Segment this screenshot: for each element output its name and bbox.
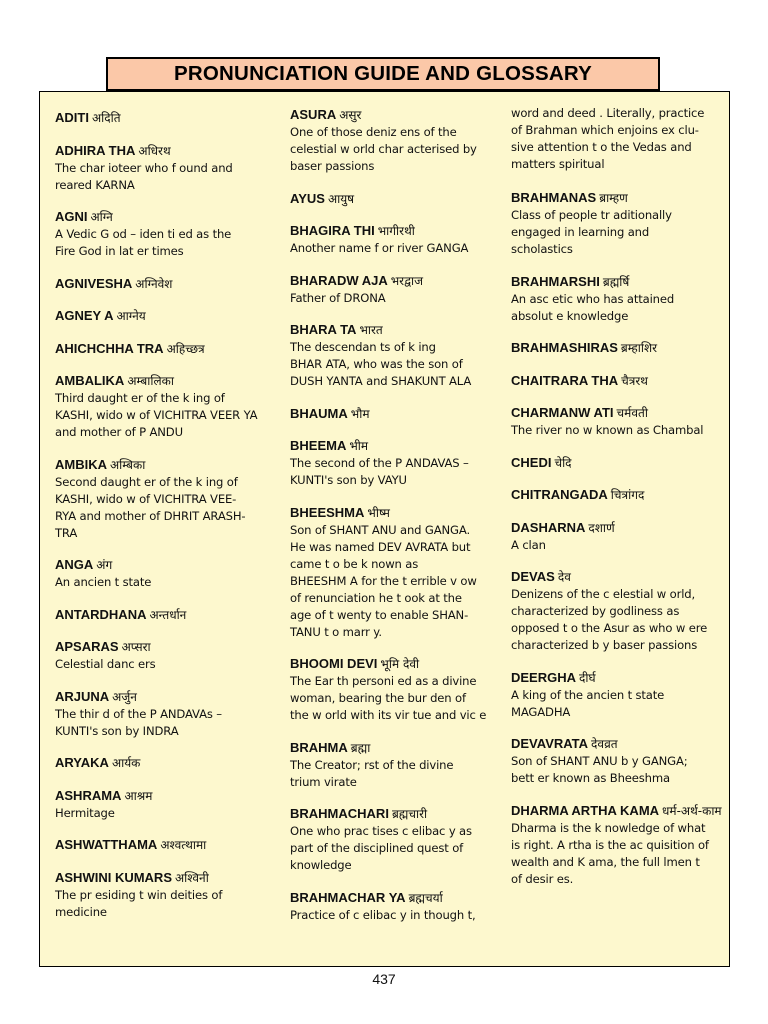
term-devanagari: अम्बिका — [110, 457, 146, 472]
glossary-column-1 — [55, 109, 275, 935]
glossary-entry — [290, 190, 500, 208]
glossary-term — [55, 109, 275, 127]
term-devanagari: भौम — [350, 406, 370, 421]
glossary-entry — [55, 307, 275, 325]
term-latin: DHARMA ARTHA KAMA — [511, 802, 660, 818]
term-latin: BRAHMARSHI — [511, 273, 600, 289]
term-latin: ADITI — [55, 110, 89, 125]
glossary-entry — [511, 404, 723, 439]
glossary-entry — [290, 106, 500, 175]
glossary-term — [290, 190, 500, 208]
glossary-column-3 — [511, 105, 723, 902]
term-latin: ADHIRA THA — [55, 142, 136, 158]
term-devanagari: भागीरथी — [377, 224, 415, 238]
title-box — [106, 57, 660, 91]
term-latin: BRAHMACHAR YA — [290, 889, 406, 905]
glossary-term — [511, 339, 723, 357]
glossary-entry — [511, 735, 723, 787]
glossary-definition: An asc etic who has attained absolut e knowledge — [511, 291, 675, 323]
term-devanagari: ब्रह्मचर्या — [408, 890, 443, 905]
glossary-definition: A Vedic G od – iden ti ed as the Fire God in lat er times — [55, 227, 232, 258]
glossary-term — [511, 273, 723, 291]
glossary-entry — [511, 669, 723, 721]
glossary-term — [55, 638, 275, 656]
glossary-entry — [511, 519, 723, 554]
glossary-definition: Class of people tr aditionally engaged in learning and scholastics — [511, 208, 672, 256]
glossary-term — [55, 869, 275, 887]
term-latin: AGNI — [55, 209, 88, 224]
term-devanagari: देवव्रत — [591, 737, 618, 751]
glossary-definition: The descendan ts of k ing BHAR ATA, who was the son of DUSH YANTA and SHAKUNT ALA — [290, 340, 472, 388]
glossary-term — [511, 802, 723, 820]
term-latin: APSARAS — [55, 639, 119, 654]
glossary-definition: The Creator; rst of the divine trium virate — [290, 757, 454, 789]
term-devanagari: अधिरथ — [138, 143, 171, 158]
term-latin: BHARA TA — [290, 322, 357, 337]
glossary-entry — [511, 486, 723, 504]
term-devanagari: आर्यक — [111, 756, 141, 770]
glossary-term — [290, 504, 500, 522]
term-devanagari: भूमि देवी — [380, 657, 420, 671]
term-latin: ASURA — [290, 107, 337, 122]
glossary-term — [290, 272, 500, 290]
term-devanagari: अश्विनी — [175, 870, 209, 885]
term-devanagari: अग्निवेश — [135, 276, 173, 291]
glossary-entry — [55, 836, 275, 854]
term-latin: CHARMANW ATI — [511, 405, 614, 420]
term-devanagari: अर्जुन — [112, 689, 137, 704]
term-devanagari: दीर्घ — [579, 670, 596, 685]
glossary-term — [290, 321, 500, 339]
glossary-term — [290, 106, 500, 124]
glossary-term — [511, 486, 723, 504]
glossary-entry — [55, 340, 275, 358]
glossary-definition: An ancien t state — [55, 575, 152, 589]
glossary-entry — [55, 869, 275, 921]
glossary-entry — [290, 655, 500, 724]
glossary-term — [511, 454, 723, 472]
term-latin: AYUS — [290, 190, 325, 206]
term-devanagari: चित्रांगद — [610, 488, 645, 502]
glossary-entry — [55, 275, 275, 293]
glossary-definition: Denizens of the c elestial w orld, characterized by godliness as opposed t o the Asur as who w ere characterized b y baser passions — [511, 587, 708, 652]
glossary-entry — [55, 638, 275, 673]
glossary-term — [290, 805, 500, 823]
term-devanagari: असुर — [339, 108, 362, 122]
glossary-term — [55, 208, 275, 226]
term-latin: BHOOMI DEVI — [290, 656, 378, 671]
glossary-term — [55, 340, 275, 358]
glossary-term — [55, 456, 275, 474]
term-devanagari: अन्तर्धान — [149, 607, 187, 622]
term-latin: BRAHMANAS — [511, 190, 597, 205]
term-latin: ASHWINI KUMARS — [55, 869, 172, 885]
glossary-definition: Second daught er of the k ing of KASHI, wido w of VICHITRA VEE- RYA and mother of DHRIT ARASH- TRA — [55, 474, 246, 540]
term-latin: BRAHMA — [290, 739, 348, 755]
glossary-term — [511, 669, 723, 687]
term-devanagari: अग्नि — [90, 210, 113, 224]
term-latin: AHICHCHHA TRA — [55, 340, 164, 356]
glossary-definition: A clan — [511, 537, 546, 552]
glossary-entry — [290, 321, 500, 390]
glossary-entry — [55, 372, 275, 441]
glossary-definition: The river no w known as Chambal — [511, 423, 704, 437]
glossary-term — [511, 519, 723, 537]
page-number: 437 — [372, 971, 396, 987]
glossary-definition: The thir d of the P ANDAVAs – KUNTI's son by INDRA — [55, 706, 222, 738]
glossary-definition: Dharma is the k nowledge of what is right. A rtha is the ac quisition of wealth and K ama, the full lmen t of desir es. — [511, 820, 709, 886]
term-devanagari: ब्रह्मर्षि — [602, 274, 630, 289]
term-latin: BHARADW AJA — [290, 272, 388, 288]
term-latin: BHAUMA — [290, 405, 348, 421]
term-latin: BHEESHMA — [290, 504, 365, 520]
glossary-entry — [55, 556, 275, 591]
term-latin: AMBIKA — [55, 456, 107, 472]
glossary-entry — [55, 109, 275, 127]
term-latin: DEERGHA — [511, 669, 577, 685]
glossary-term — [55, 275, 275, 293]
term-latin: CHITRANGADA — [511, 487, 608, 502]
glossary-definition: Another name f or river GANGA — [290, 241, 469, 255]
term-devanagari: चर्मवती — [616, 406, 648, 420]
glossary-entry — [290, 805, 500, 874]
glossary-definition: Father of DRONA — [290, 290, 386, 305]
glossary-entry — [55, 606, 275, 624]
glossary-definition: The pr esiding t win deities of medicine — [55, 887, 223, 919]
glossary-entry — [290, 405, 500, 423]
term-devanagari: आग्नेय — [116, 309, 146, 323]
term-latin: BHEEMA — [290, 438, 347, 453]
glossary-definition: The Ear th personi ed as a divine woman, bearing the bur den of the w orld with its vir tue and vic e — [290, 674, 487, 722]
glossary-panel — [39, 91, 730, 967]
term-devanagari: भीष्म — [367, 505, 390, 520]
glossary-definition: One of those deniz ens of the celestial w orld char acterised by baser passions — [290, 125, 477, 173]
term-devanagari: अम्बालिका — [127, 374, 174, 388]
term-latin: BHAGIRA THI — [290, 223, 375, 238]
term-devanagari: आयुष — [327, 191, 355, 206]
term-devanagari: अश्वत्थामा — [160, 838, 207, 852]
glossary-entry — [55, 456, 275, 542]
term-latin: AGNEY A — [55, 308, 114, 323]
glossary-term — [511, 568, 723, 586]
term-devanagari: धर्म-अर्थ-काम — [662, 803, 722, 818]
glossary-term — [511, 372, 723, 390]
glossary-entry — [511, 454, 723, 472]
glossary-entry — [55, 142, 275, 194]
term-devanagari: ब्राम्हण — [599, 191, 628, 205]
glossary-definition: The char ioteer who f ound and reared KARNA — [55, 160, 233, 192]
term-latin: ASHRAMA — [55, 787, 122, 803]
glossary-term — [55, 556, 275, 574]
glossary-term — [55, 142, 275, 160]
term-devanagari: आश्रम — [124, 788, 153, 803]
glossary-term — [511, 404, 723, 422]
term-devanagari: भरद्वाज — [390, 273, 424, 288]
term-latin: CHAITRARA THA — [511, 372, 619, 388]
term-latin: DEVAS — [511, 569, 555, 584]
glossary-term — [290, 739, 500, 757]
glossary-entry — [290, 272, 500, 307]
term-devanagari: अंग — [96, 558, 113, 572]
glossary-term — [511, 189, 723, 207]
glossary-entry — [511, 568, 723, 654]
glossary-term — [511, 735, 723, 753]
glossary-term — [290, 437, 500, 455]
glossary-entry — [511, 802, 723, 888]
glossary-definition: Son of SHANT ANU b y GANGA; bett er known as Bheeshma — [511, 754, 688, 785]
term-devanagari: ब्रह्मचारी — [391, 807, 428, 821]
term-latin: BRAHMASHIRAS — [511, 340, 618, 355]
glossary-definition: Practice of c elibac y in though t, — [290, 907, 476, 922]
glossary-definition: A king of the ancien t state MAGADHA — [511, 687, 665, 719]
glossary-entry — [290, 222, 500, 257]
glossary-entry — [55, 208, 275, 260]
term-devanagari: चैत्ररथ — [621, 373, 648, 388]
glossary-term — [55, 372, 275, 390]
glossary-definition: The second of the P ANDAVAS – KUNTI's son by VAYU — [290, 456, 469, 487]
glossary-entry — [511, 273, 723, 325]
glossary-term — [290, 405, 500, 423]
term-latin: ARJUNA — [55, 688, 110, 704]
term-devanagari: दशार्ण — [588, 520, 615, 535]
term-devanagari: अहिच्छत्र — [166, 341, 205, 356]
glossary-term — [55, 836, 275, 854]
glossary-entry — [55, 754, 275, 772]
glossary-entry — [55, 688, 275, 740]
glossary-definition: Son of SHANT ANU and GANGA. He was named DEV AVRATA but came t o be k nown as BHEESHM A for the t errible v ow of renunciation he t ook at the age of t wenty to enable SHAN- TANU t o marr y. — [290, 522, 477, 639]
glossary-definition: Hermitage — [55, 805, 115, 820]
glossary-term — [55, 787, 275, 805]
term-latin: CHEDI — [511, 454, 552, 470]
glossary-entry — [290, 437, 500, 489]
term-latin: DASHARNA — [511, 519, 586, 535]
glossary-term — [55, 307, 275, 325]
term-devanagari: अप्सरा — [121, 640, 151, 654]
term-devanagari: चेदि — [554, 455, 572, 470]
term-latin: ASHWATTHAMA — [55, 837, 158, 852]
glossary-entry — [290, 889, 500, 924]
glossary-entry — [511, 339, 723, 357]
glossary-term — [55, 754, 275, 772]
glossary-entry — [55, 787, 275, 822]
glossary-term — [290, 222, 500, 240]
term-latin: AMBALIKA — [55, 373, 125, 388]
glossary-definition: Celestial danc ers — [55, 657, 156, 671]
glossary-term — [55, 688, 275, 706]
glossary-definition: Third daught er of the k ing of KASHI, wido w of VICHITRA VEER YA and mother of P ANDU — [55, 391, 258, 439]
term-latin: DEVAVRATA — [511, 736, 589, 751]
term-devanagari: देव — [557, 570, 571, 584]
term-devanagari: भीम — [349, 439, 369, 453]
continued-definition: word and deed . Literally, practice of Brahman which enjoins ex clu- sive attention t o the Vedas and matters spiritual — [511, 106, 705, 171]
glossary-entry — [511, 372, 723, 390]
term-latin: ANGA — [55, 557, 94, 572]
glossary-term — [55, 606, 275, 624]
term-devanagari: ब्रह्मा — [350, 740, 371, 755]
glossary-entry — [511, 189, 723, 258]
term-latin: ARYAKA — [55, 755, 109, 770]
glossary-column-2 — [290, 106, 500, 938]
term-latin: AGNIVESHA — [55, 275, 133, 291]
glossary-entry — [290, 739, 500, 791]
glossary-entry — [290, 504, 500, 641]
page-title: PRONUNCIATION GUIDE AND GLOSSARY — [174, 62, 592, 85]
glossary-term — [290, 655, 500, 673]
term-latin: ANTARDHANA — [55, 606, 147, 622]
glossary-term — [290, 889, 500, 907]
glossary-definition: One who prac tises c elibac y as part of the disciplined quest of knowledge — [290, 824, 472, 872]
term-latin: BRAHMACHARI — [290, 806, 389, 821]
term-devanagari: अदिति — [91, 111, 121, 125]
term-devanagari: भारत — [359, 323, 383, 337]
term-devanagari: ब्रम्हाशिर — [620, 341, 658, 355]
